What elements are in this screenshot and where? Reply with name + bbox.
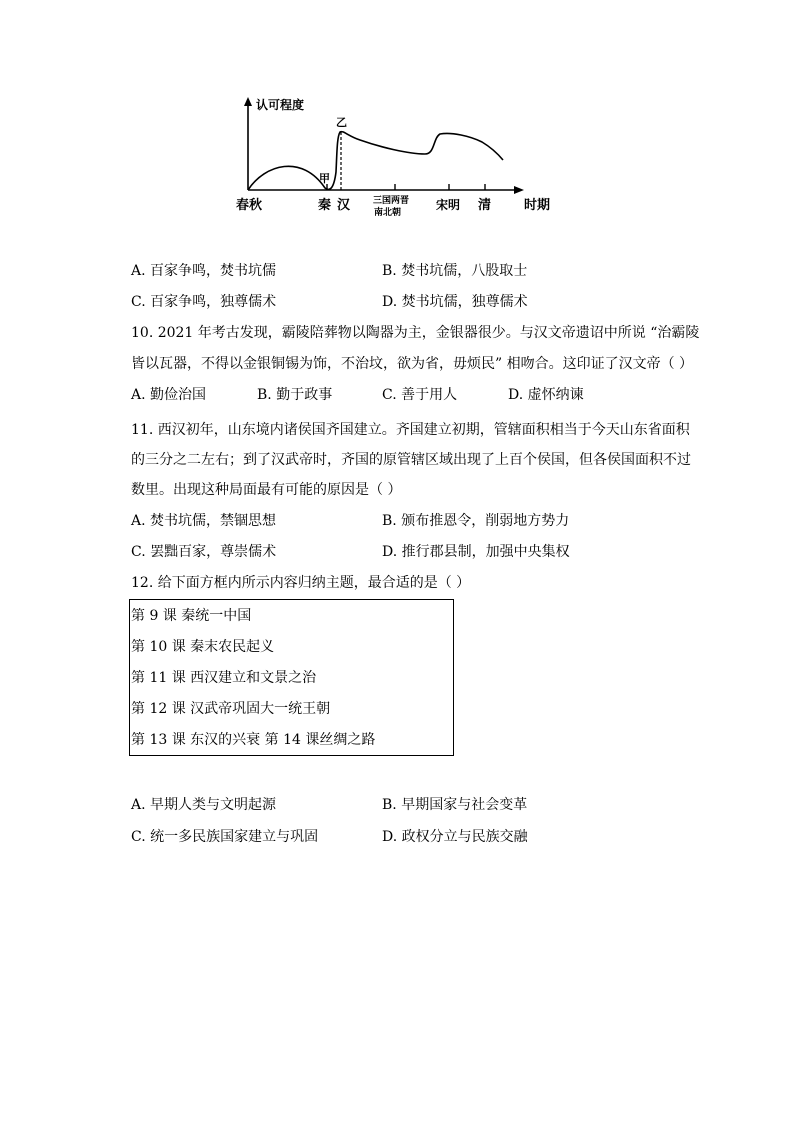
q10-option-c[interactable]: C. 善于用人 [382,387,458,403]
x-label-songming: 宋明 [436,198,461,212]
curve-svg [230,92,570,222]
q11-option-d[interactable]: D. 推行郡县制，加强中央集权 [382,544,570,560]
q12-option-a[interactable]: A. 早期人类与文明起源 [131,797,277,813]
y-axis-label: 认可程度 [256,98,305,112]
trough-label-jia: 甲 [319,172,330,185]
q11-stem-line-2: 的三分之二左右；到了汉武帝时，齐国的原管辖区域出现了上百个侯国，但各侯国面积不过 [131,452,691,468]
q10-option-a[interactable]: A. 勤俭治国 [131,387,207,403]
lesson-row: 第 13 课 东汉的兴衰 第 14 课丝绸之路 [131,732,376,748]
q10-stem-line-2: 皆以瓦器，不得以金银铜锡为饰，不治坟，欲为省，毋烦民” 相吻合。这印证了汉文帝（ ） [131,356,694,372]
x-label-han: 汉 [337,198,351,213]
q10-option-b[interactable]: B. 勤于政事 [257,387,333,403]
recognition-curve-figure [230,92,570,222]
q12-option-c[interactable]: C. 统一多民族国家建立与巩固 [131,829,319,845]
q12-option-b[interactable]: B. 早期国家与社会变革 [382,797,528,813]
lesson-row: 第 9 课 秦统一中国 [131,608,252,624]
q10-stem-line-1: 10. 2021 年考古发现，霸陵陪葬物以陶器为主，金银器很少。与汉文帝遗诏中所说 “治霸陵 [131,325,700,341]
y-axis-arrow [244,97,252,106]
q9-option-d[interactable]: D. 焚书坑儒，独尊儒术 [382,294,528,310]
q9-option-b[interactable]: B. 焚书坑儒，八股取士 [382,263,528,279]
q12-option-d[interactable]: D. 政权分立与民族交融 [382,829,528,845]
recognition-curve [248,132,503,190]
x-label-qing: 清 [478,198,492,213]
peak-label-yi: 乙 [336,116,347,129]
q9-option-c[interactable]: C. 百家争鸣，独尊儒术 [131,294,277,310]
x-label-chunqiu: 春秋 [236,198,263,213]
lesson-row: 第 11 课 西汉建立和文景之治 [131,670,317,686]
x-label-nanbeichao: 南北朝 [374,208,402,218]
q11-option-c[interactable]: C. 罢黜百家，尊崇儒术 [131,544,277,560]
q12-lesson-box [129,599,454,756]
x-axis-arrow [514,186,524,194]
q10-option-d[interactable]: D. 虚怀纳谏 [508,387,584,403]
q11-option-a[interactable]: A. 焚书坑儒，禁锢思想 [131,513,277,529]
lesson-row: 第 12 课 汉武帝巩固大一统王朝 [131,701,331,717]
lesson-row: 第 10 课 秦末农民起义 [131,639,275,655]
q11-option-b[interactable]: B. 颁布推恩令，削弱地方势力 [382,513,570,529]
x-label-sanguo: 三国两晋 [373,196,410,206]
x-axis-end-label: 时期 [524,198,551,213]
q12-stem: 12. 给下面方框内所示内容归纳主题，最合适的是（ ） [131,575,471,591]
q11-stem-line-3: 数里。出现这种局面最有可能的原因是（ ） [131,482,402,498]
x-label-qin: 秦 [318,198,332,213]
q9-option-a[interactable]: A. 百家争鸣，焚书坑儒 [131,263,277,279]
q11-stem-line-1: 11. 西汉初年，山东境内诸侯国齐国建立。齐国建立初期，管辖面积相当于今天山东省面积 [131,422,690,438]
